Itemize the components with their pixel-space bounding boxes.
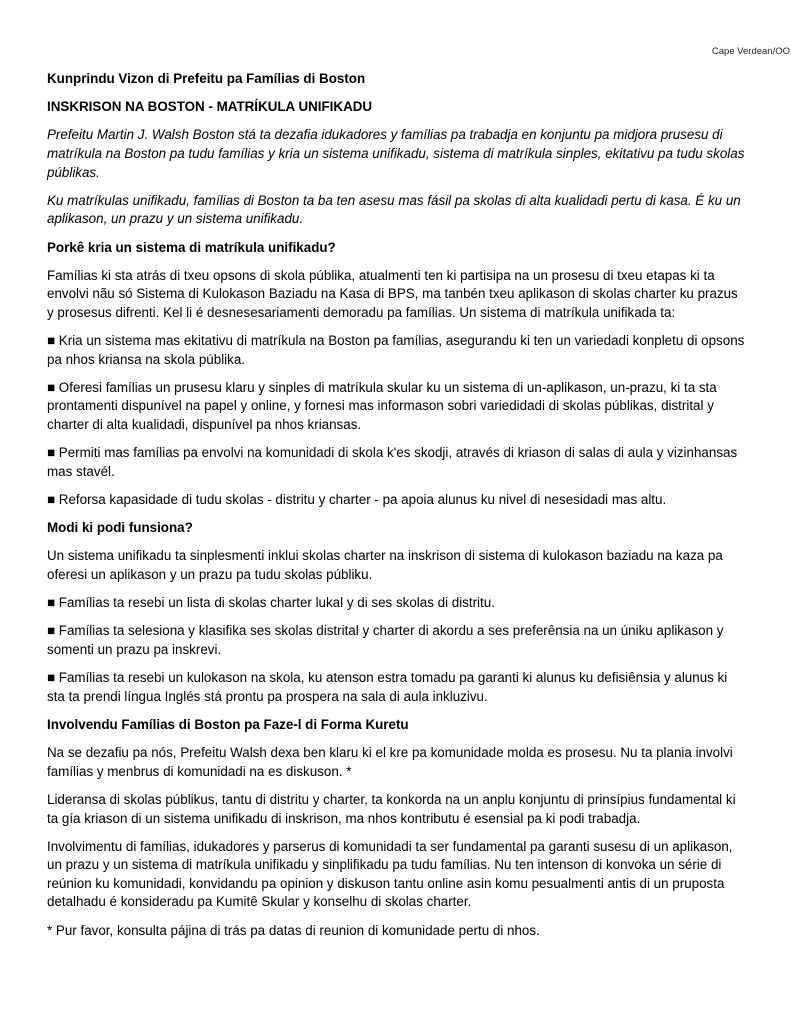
bullet-item: ■ Permiti mas famílias pa envolvi na komunidadi di skola k'es skodji, através di kriason di salas di aula y vizinhansas mas stavél. [47,445,738,479]
bullet-item: ■ Reforsa kapasidade di tudu skolas - distritu y charter - pa apoia alunus ku nivel di nesesidadi mas altu. [47,492,667,508]
section-paragraph: Lideransa di skolas públikus, tantu di distritu y charter, ta konkorda na un anplu konjuntu di prinsípius fundamental ki ta gía kriason di un sistema unifikadu di inskrison, ma nhos kontributu é esensial pa ki podi trabadja. [47,791,736,826]
bullet-item: ■ Famílias ta selesiona y klasifika ses skolas distrital y charter di akordu a ses preferênsia na un úniku aplikason y somenti un prazu pa inskrevi. [47,623,724,657]
language-tag: Cape Verdean/OO [711,46,790,57]
bullet-item: ■ Famílias ta resebi un kulokason na skola, ku atenson estra tomadu pa garanti ki alunus ku defisiênsia y alunus ki sta ta prendi língua Inglés stá prontu pa prospera na sala di aula inkluzivu. [47,670,728,704]
intro-paragraph-2: Ku matríkulas unifikadu, famílias di Boston ta ba ten asesu mas fásil pa skolas di alta kualidadi pertu di kasa. É ku un aplikason, un prazu y un sistema unifikadu. [47,192,741,227]
document-body [47,70,747,950]
bullet-item: ■ Kria un sistema mas ekitativu di matríkula na Boston pa famílias, asegurandu ki ten un variedadi konpletu di opsons pa nhos kriansa na skola públika. [47,333,745,367]
document-title: Kunprindu Vizon di Prefeitu pa Famílias di Boston [47,71,366,86]
section-heading-involving: Involvendu Famílias di Boston pa Faze-l di Forma Kuretu [47,716,409,732]
section-heading-why: Porkê kria un sistema di matríkula unifikadu? [47,239,336,255]
document-subtitle: INSKRISON NA BOSTON - MATRÍKULA UNIFIKADU [47,99,373,115]
section-paragraph: Involvimentu di famílias, idukadores y parserus di komunidadi ta ser fundamental pa garanti susesu di un aplikason, un prazu y un sistema di matríkula unifikadu y sinplifikadu pa tudu famílias. Nu ten intenson di konvoka un série di reúnion ku komunidadi, konvidandu pa opinion y diskuson tantu online asin komu pesualmenti antis di un pruposta detalhadu é konsideradu pa Kumitê Skular y konselhu di skolas charter. [47,838,733,910]
section-paragraph-how: Un sistema unifikadu ta sinplesmenti inklui skolas charter na inskrison di sistema di kulokason baziadu na kaza pa oferesi un aplikason y un prazu pa tudu skolas públiku. [47,548,723,582]
bullet-item: ■ Famílias ta resebi un lista di skolas charter lukal y di ses skolas di distritu. [47,595,495,611]
section-paragraph-why: Famílias ki sta atrás di txeu opsons di skola públika, atualmenti ten ki partisipa na un prosesu di txeu etapas ki ta envolvi nãu só Sistema di Kulokason Baziadu na Kasa di BPS, ma tanbén txeu aplikason di skolas charter ku prazus y prosesus difrenti. Kel li é desnesesariamenti demoradu pa famílias. Un sistema di matríkula unifikada ta: [47,267,738,320]
footnote: * Pur favor, konsulta pájina di trás pa datas di reunion di komunidade pertu di nhos. [47,922,540,938]
section-paragraph: Na se dezafiu pa nós, Prefeitu Walsh dexa ben klaru ki el kre pa komunidade molda es prosesu. Nu ta plania involvi famílias y menbrus di komunidadi na es diskuson. * [47,745,733,779]
intro-paragraph-1: Prefeitu Martin J. Walsh Boston stá ta dezafia idukadores y famílias pa trabadja en konjuntu pa midjora prusesu di matríkula na Boston pa tudu famílias y kria un sistema unifikadu, sistema di matríkula sinples, ekitativu pa tudu skolas públikas. [47,127,745,180]
section-heading-how: Modi ki podi funsiona? [47,520,193,536]
bullet-item: ■ Oferesi famílias un prusesu klaru y sinples di matríkula skular ku un sistema di un-aplikason, un-prazu, ki ta sta prontamenti dispunível na papel y online, y fornesi mas informason sobri variedidadi di skolas públikas, distrital y charter di alta kualidadi, dispunível pa nhos kriansas. [47,379,717,433]
